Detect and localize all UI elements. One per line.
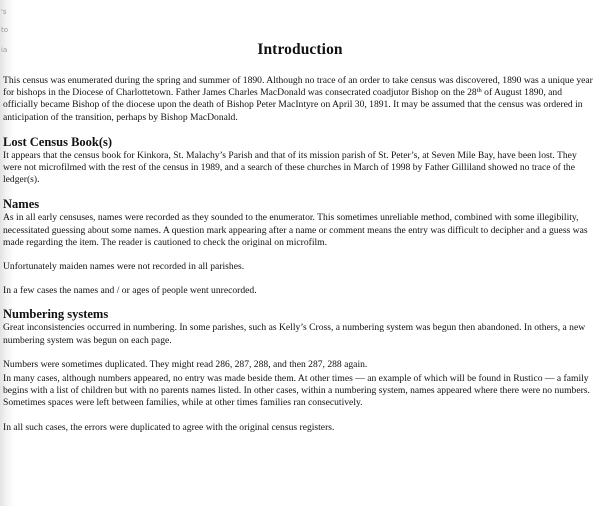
intro-paragraph: [3, 75, 597, 124]
names-section: [3, 197, 597, 297]
document-page: [3, 0, 597, 434]
numbering-heading: Numbering systems: [3, 307, 109, 322]
names-paragraph: As in all early censuses, names were recorded as they sounded to the enumerator. This sometimes unreliable method, combined with some illegibility, necessitated guessing about some names. A question mark appearing after a name or comment means the entry was difficult to decipher and a guess was made regarding the item. The reader is cautioned to check the original on microfilm.: [3, 212, 588, 248]
intro-section: [3, 75, 597, 124]
duplicated-numbers-paragraph: Numbers were sometimes duplicated. They might read 286, 287, 288, and then 287, 288 again.: [3, 358, 368, 370]
lost-census-section: [3, 135, 597, 187]
lost-census-paragraph: It appears that the census book for Kinkora, St. Malachy’s Parish and that of its mission parish of St. Peter’s, at Seven Mile Bay, have been lost. They were not microfilmed with the rest of the census in 1989, and a search of these churches in March of 1998 by Father Gilliland showed no trace of the ledger(s).: [3, 149, 577, 186]
page-title: Introduction: [257, 41, 343, 58]
scan-artifact-mark: to: [1, 26, 9, 34]
intro-text-end: of August 1890, and officially became Bishop of the diocese upon the death of Bishop Peter MacIntyre on April 30, 1891. It may be assumed that the census was ordered in anticipation of the transition, perhaps by Bishop MacDonald.: [3, 87, 583, 123]
intro-text-start: This census was enumerated during the spring and summer of 1890. Although no trace of an order to take census was discovered, 1890 was a unique year for bishops in the Diocese of Charlottetown. Father James Charles MacDonald was consecrated coadjutor Bishop on the 28: [3, 75, 593, 99]
numbering-section: [3, 307, 597, 433]
paragraph-gap: [3, 347, 597, 359]
numbering-paragraph: Great inconsistencies occurred in numbering. In some parishes, such as Kelly’s Cross, a numbering system was begun then abandoned. In others, a new numbering system was begun on each page.: [3, 322, 586, 346]
scan-artifact-mark: ia: [1, 46, 8, 54]
ordinal-superscript: th: [476, 87, 482, 95]
maiden-names-paragraph: Unfortunately maiden names were not recorded in all parishes.: [3, 261, 245, 273]
scan-artifact-mark: 's: [1, 8, 7, 16]
paragraph-gap: [3, 249, 597, 261]
paragraph-gap: [3, 410, 597, 422]
names-heading: Names: [3, 197, 40, 212]
paragraph-gap: [3, 273, 597, 285]
missing-entries-paragraph: In many cases, although numbers appeared, no entry was made beside them. At other times — an example of which will be found in Rustico — a family begins with a list of children but with no parents names listed. In other cases, within a numbering system, names appeared where there were no numbers. Sometimes spaces were left between families, while at other times families ran consecutively.: [3, 373, 590, 409]
errors-paragraph: In all such cases, the errors were duplicated to agree with the original census registers.: [3, 421, 335, 433]
unrecorded-paragraph: In a few cases the names and / or ages of people went unrecorded.: [3, 285, 257, 297]
lost-census-heading: Lost Census Book(s): [3, 134, 113, 149]
